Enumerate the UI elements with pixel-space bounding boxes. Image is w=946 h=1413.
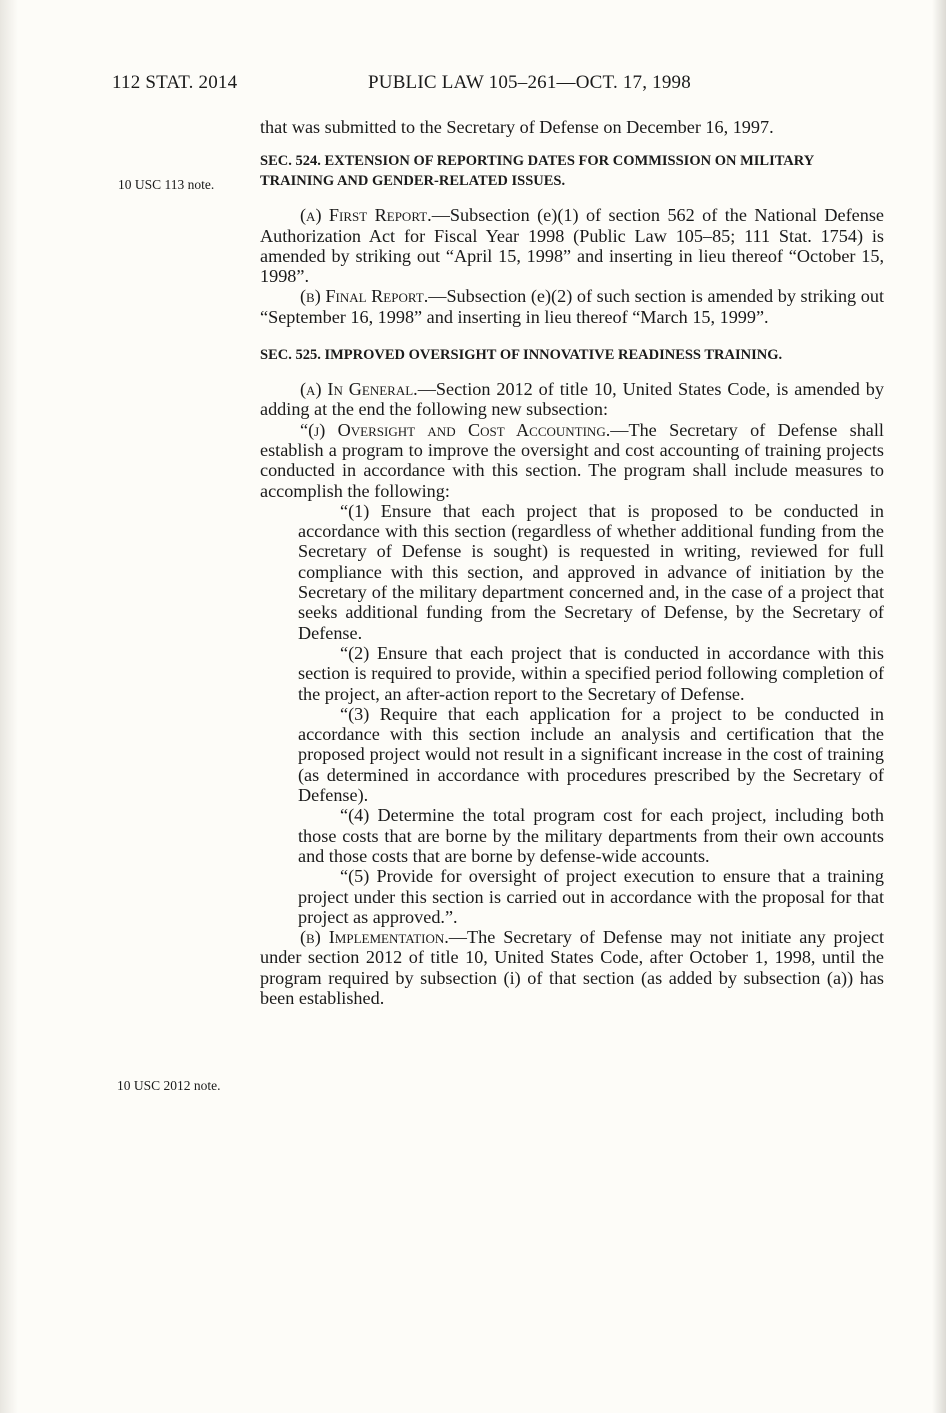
sec525-j-label: “(j) Oversight and Cost Accounting. [300,419,611,440]
continuation-paragraph: that was submitted to the Secretary of Defense on December 16, 1997. [260,117,774,137]
margin-note-usc-113: 10 USC 113 note. [118,177,215,192]
section-525-heading-text: SEC. 525. IMPROVED OVERSIGHT OF INNOVATIVE READINESS TRAINING. [260,347,783,364]
sec525-subsection-b [260,927,884,1008]
sec524-a-label: (a) First Report. [300,205,432,226]
measure-item-3: “(3) Require that each application for a project to be conducted in accordance with this section include an analysis and certification that the proposed project would not result in a significant increase in the cost of training (as determined in accordance with procedures prescribed by the Secretary of Defense). [298,703,884,806]
sec525-j-text: —The Secretary of Defense shall establish a program to improve the oversight and cost accounting of training projects conducted in accordance with this section. The program shall include measures to accomplish the following: [260,419,884,501]
measure-item-4: “(4) Determine the total program cost for each project, including both those costs that are borne by the military departments from their own accounts and those costs that are borne by defense-wide accounts. [298,805,884,866]
section-524-heading-text: SEC. 524. EXTENSION OF REPORTING DATES FOR COMMISSION ON MILITARY TRAINING AND GENDER-RELATED ISSUES. [260,153,814,190]
body-text [260,117,884,1008]
page-right-edge [932,0,946,1413]
sec524-b-text: —Subsection (e)(2) of such section is amended by striking out “September 16, 1998” and inserting in lieu thereof “March 15, 1999”. [260,286,884,327]
sec524-subsection-a [260,205,884,286]
section-524-heading [260,151,884,191]
sec525-b-label: (b) Implementation. [300,927,449,948]
sec525-subsection-j [260,420,884,501]
sec525-a-label: (a) In General. [300,379,418,400]
measure-item-5: “(5) Provide for oversight of project execution to ensure that a training project under this section is carried out in accordance with the proposal for that project as approved.”. [298,866,884,927]
margin-note-usc-2012: 10 USC 2012 note. [117,1078,221,1093]
measure-item-2: “(2) Ensure that each project that is conducted in accordance with this section is required to provide, within a specified period following completion of the project, an after-action report to the Secretary of Defense. [298,642,884,704]
sec524-b-label: (b) Final Report. [300,286,429,307]
sec524-a-text: —Subsection (e)(1) of section 562 of the National Defense Authorization Act for Fiscal Year 1998 (Public Law 105–85; 111 Stat. 1754) is amended by striking out “April 15, 1998” and inserting in lieu thereof “October 15, 1998”. [260,205,884,287]
measure-item-1: “(1) Ensure that each project that is proposed to be conducted in accordance with this section (regardless of whether additional funding from the Secretary of Defense is sought) is requested in writing, reviewed for full compliance with this section, and approved in advance of initiation by the Secretary of the military department concerned and, in the case of a project that seeks additional funding from the Secretary of Defense, by the Secretary of Defense. [298,500,884,643]
stat-page-number: 112 STAT. 2014 [112,72,238,93]
section-525-heading [260,345,884,365]
public-law-citation: PUBLIC LAW 105–261—OCT. 17, 1998 [368,72,691,93]
sec525-a-text: —Section 2012 of title 10, United States Code, is amended by adding at the end the following new subsection: [260,379,884,420]
sec525-b-text: —The Secretary of Defense may not initiate any project under section 2012 of title 10, United States Code, after October 1, 1998, until the program required by subsection (i) of that section (as added by subsection (a)) has been established. [260,927,885,1008]
page-left-edge [0,0,18,1413]
sec525-subsection-a [260,379,884,420]
sec524-subsection-b [260,286,884,327]
program-measures-list [260,501,884,927]
